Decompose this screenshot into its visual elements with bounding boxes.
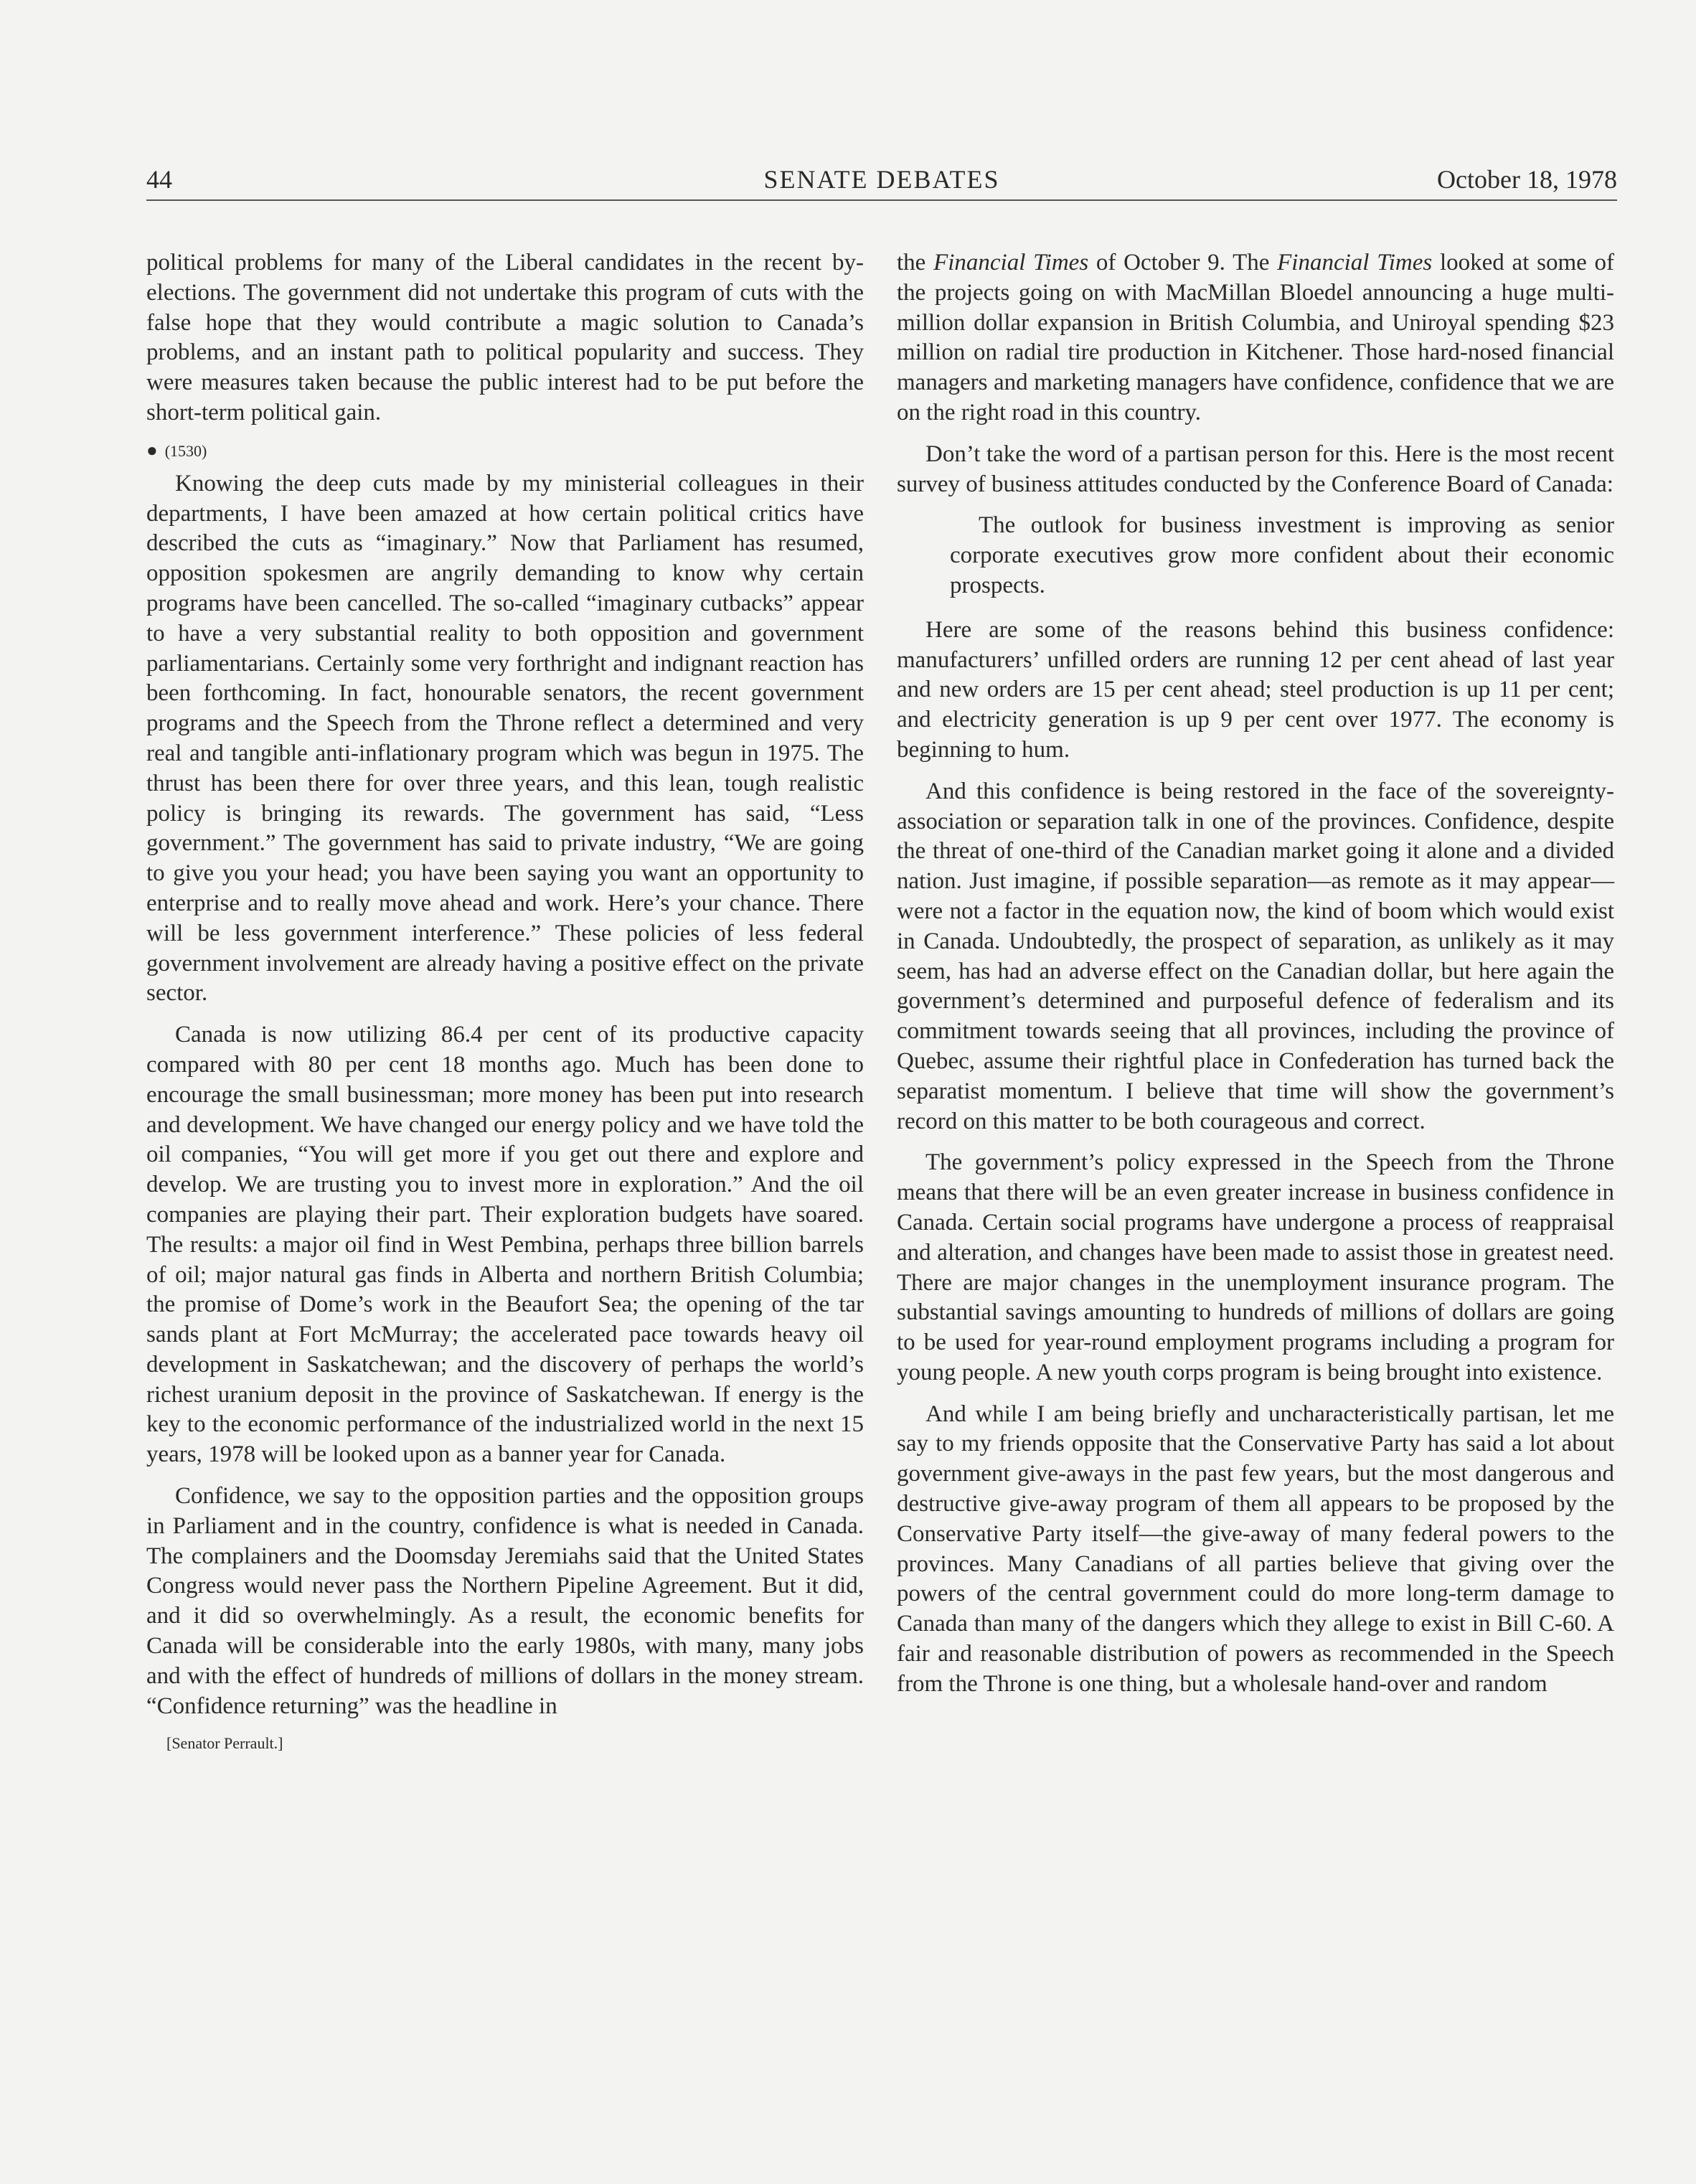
paragraph-text: of October 9. The	[1088, 250, 1278, 276]
speaker-attribution: [Senator Perrault.]	[166, 1734, 283, 1753]
publication-title: SENATE DEBATES	[763, 165, 1000, 194]
paragraph	[897, 248, 1614, 428]
paragraph: Here are some of the reasons behind this business confidence: manufacturers’ unfilled orders are running 12 per cent ahead of last year and new orders are 15 per cent ahead; steel production is up 11 per cent; and electricity generation is up 9 per cent over 1977. The economy is beginning to hum.	[897, 616, 1614, 763]
paragraph: And while I am being briefly and uncharacteristically partisan, let me say to my friends opposite that the Conservative Party has said a lot about government give-aways in the past few years, but the most dangerous and destructive give-away program of them all appears to be proposed by the Conservative Party itself—the give-away of many federal powers to the provinces. Many Canadians of all parties believe that giving over the powers of the central government could do more long-term damage to Canada than many of the dangers which they allege to exist in Bill C-60. A fair and reasonable distribution of powers as recommended in the Speech from the Throne is one thing, but a wholesale hand-over and random	[897, 1401, 1614, 1697]
paragraph: Knowing the deep cuts made by my ministerial colleagues in their departments, I have been amazed at how certain political critics have described the cuts as “imaginary.” Now that Parliament has resumed, opposition spokesmen are angrily demanding to know why certain programs have been cancelled. The so-called “imaginary cutbacks” appear to have a very substantial reality to both opposition and government parliamentarians. Certainly some very forthright and indignant reaction has been forthcoming. In fact, honourable senators, the recent government programs and the Speech from the Throne reflect a determined and very real and tangible anti-inflationary program which was begun in 1975. The thrust has been there for over three years, and this lean, tough realistic policy is bringing its rewards. The government has said, “Less government.” The government has said to private industry, “We are going to give you your head; you have been saying you want an opportunity to enterprise and to really move ahead and work. Here’s your chance. There will be less government interference.” These policies of less federal government involvement are already having a positive effect on the private sector.	[146, 470, 864, 1007]
paragraph-text: looked at some of the projects going on with MacMillan Bloedel announcing a huge multi-million dollar expansion in British Columbia, and Uniroyal spending $23 million on radial tire production in Kitchener. Those hard-nosed financial managers and marketing managers have confidence, confidence that we are on the right road in this country.	[897, 250, 1615, 425]
block-quote: The outlook for business investment is improving as senior corporate executives grow more confident about their economic prospects.	[950, 512, 1614, 598]
time-marker-label: (1530)	[164, 441, 207, 460]
header-rule	[146, 199, 1617, 201]
left-column	[146, 248, 864, 1754]
page-number: 44	[146, 165, 172, 194]
paragraph: The government’s policy expressed in the Speech from the Throne means that there will be an even greater increase in business confidence in Canada. Certain social programs have undergone a process of reappraisal and alteration, and changes have been made to assist those in greatest need. There are major changes in the unemployment insurance program. The substantial savings amounting to hundreds of millions of dollars are going to be used for year-round employment programs including a program for young people. A new youth corps program is being brought into existence.	[897, 1149, 1614, 1385]
publication-name: Financial Times	[1277, 250, 1433, 276]
bullet-icon: ●	[146, 439, 158, 461]
paragraph: Canada is now utilizing 86.4 per cent of its productive capacity compared with 80 per cent 18 months ago. Much has been done to encourage the small businessman; more money has been put into research and development. We have changed our energy policy and we have told the oil companies, “You will get more if you get out there and explore and develop. We are trusting you to invest more in exploration.” And the oil companies are playing their part. Their exploration budgets have soared. The results: a major oil find in West Pembina, perhaps three billion barrels of oil; major natural gas finds in Alberta and northern British Columbia; the promise of Dome’s work in the Beaufort Sea; the opening of the tar sands plant at Fort McMurray; the accelerated pace towards heavy oil development in Saskatchewan; and the discovery of perhaps the world’s richest uranium deposit in the province of Saskatchewan. If energy is the key to the economic performance of the industrialized world in the next 15 years, 1978 will be looked upon as a banner year for Canada.	[146, 1022, 864, 1468]
paragraph: political problems for many of the Liberal candidates in the recent by-elections. The government did not undertake this program of cuts with the false hope that they would contribute a magic solution to Canada’s problems, and an instant path to political popularity and success. They were measures taken because the public interest had to be put before the short-term political gain.	[146, 250, 864, 425]
publication-name: Financial Times	[933, 250, 1089, 276]
paragraph: Don’t take the word of a partisan person for this. Here is the most recent survey of business attitudes conducted by the Conference Board of Canada:	[897, 441, 1614, 497]
paragraph: And this confidence is being restored in the face of the sovereignty-association or separation talk in one of the provinces. Confidence, despite the threat of one-third of the Canadian market going it alone and a divided nation. Just imagine, if possible separation—as remote as it may appear—were not a factor in the equation now, the kind of boom which would exist in Canada. Undoubtedly, the prospect of separation, as unlikely as it may seem, has had an adverse effect on the Canadian dollar, but here again the government’s determined and purposeful defence of federalism and its commitment towards seeing that all provinces, including the province of Quebec, assume their rightful place in Confederation has turned back the separatist momentum. I believe that time will show the government’s record on this matter to be both courageous and correct.	[897, 778, 1614, 1134]
right-column	[897, 248, 1614, 1711]
paragraph-text: the	[897, 250, 934, 276]
paragraph: Confidence, we say to the opposition parties and the opposition groups in Parliament and in the country, confidence is what is needed in Canada. The complainers and the Doomsday Jeremiahs said that the United States Congress would never pass the Northern Pipeline Agreement. But it did, and it did so overwhelmingly. As a result, the economic benefits for Canada will be considerable into the early 1980s, with many, many jobs and with the effect of hundreds of millions of dollars in the money stream. “Confidence returning” was the headline in	[146, 1483, 864, 1719]
page-header	[146, 164, 1617, 195]
issue-date: October 18, 1978	[1437, 165, 1617, 194]
time-marker	[146, 440, 864, 462]
